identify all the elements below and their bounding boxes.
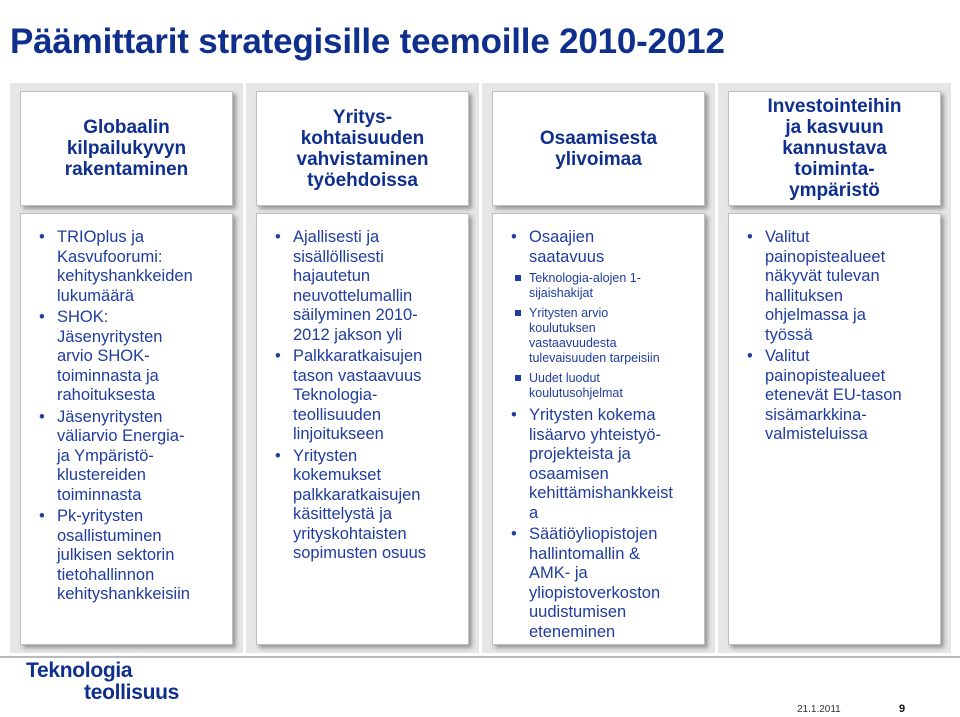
sub-list-item: Teknologia-alojen 1- sijaishakijat — [509, 271, 698, 301]
column-header-text: Investointeihin ja kasvuun kannustava toiminta- ympäristö — [767, 96, 902, 201]
metric-list — [729, 214, 940, 445]
column-header-2 — [256, 91, 469, 206]
column-body-4 — [728, 213, 941, 645]
page-title: Päämittarit strategisille teemoille 2010-2012 — [10, 22, 725, 61]
sub-list-item: Uudet luodut koulutusohjelmat — [509, 371, 698, 401]
column-header-text: Osaamisesta ylivoimaa — [539, 127, 658, 170]
column-body-1 — [20, 213, 233, 645]
column-header-text: Globaalin kilpailukyvyn rakentaminen — [64, 117, 189, 180]
metric-list — [493, 214, 704, 642]
column-header-1 — [20, 91, 233, 206]
list-item: • Yritysten kokema lisäarvo yhteistyö- projekteista ja osaamisen kehittämishankkeist a — [509, 406, 698, 523]
list-item: • Palkkaratkaisujen tason vastaavuus Teknologia- teollisuuden linjoitukseen — [273, 347, 462, 445]
column-body-2 — [256, 213, 469, 645]
sub-list-item: Yritysten arvio koulutuksen vastaavuudesta tulevaisuuden tarpeisiin — [509, 306, 698, 366]
metric-list — [257, 214, 468, 564]
footer-date: 21.1.2011 — [797, 704, 841, 715]
list-item: • Valitut painopistealueet näkyvät tulevan hallituksen ohjelmassa ja työssä — [745, 228, 934, 345]
list-item: • Jäsenyritysten väliarvio Energia- ja Ympäristö- klustereiden toiminnasta — [37, 408, 226, 506]
list-item: • Pk-yritysten osallistuminen julkisen sektorin tietohallinnon kehityshankkeisiin — [37, 507, 226, 605]
column-body-3 — [492, 213, 705, 645]
list-item: • Osaajien saatavuus — [509, 228, 698, 267]
footer-divider — [0, 656, 960, 658]
column-header-3 — [492, 91, 705, 206]
list-item: • Yritysten kokemukset palkkaratkaisujen käsittelystä ja yrityskohtaisten sopimusten osuus — [273, 447, 462, 564]
list-item: • Säätiöyliopistojen hallintomallin & AMK- ja yliopistoverkoston uudistumisen eteneminen — [509, 525, 698, 642]
metric-list — [21, 214, 232, 605]
list-item: • Ajallisesti ja sisällöllisesti hajautetun neuvottelumallin säilyminen 2010- 2012 jakson yli — [273, 228, 462, 345]
list-item: • TRIOplus ja Kasvufoorumi: kehityshankkeiden lukumäärä — [37, 228, 226, 306]
column-header-text: Yritys- kohtaisuuden vahvistaminen työehdoissa — [296, 106, 429, 191]
company-logo — [26, 660, 179, 704]
column-header-4 — [728, 91, 941, 206]
list-item: • SHOK: Jäsenyritysten arvio SHOK- toiminnasta ja rahoituksesta — [37, 308, 226, 406]
logo-line-2: teollisuus — [84, 681, 180, 704]
logo-line-1: Teknologia — [26, 659, 133, 682]
list-item: • Valitut painopistealueet etenevät EU-tason sisämarkkina- valmisteluissa — [745, 347, 934, 445]
page-number: 9 — [899, 703, 906, 715]
